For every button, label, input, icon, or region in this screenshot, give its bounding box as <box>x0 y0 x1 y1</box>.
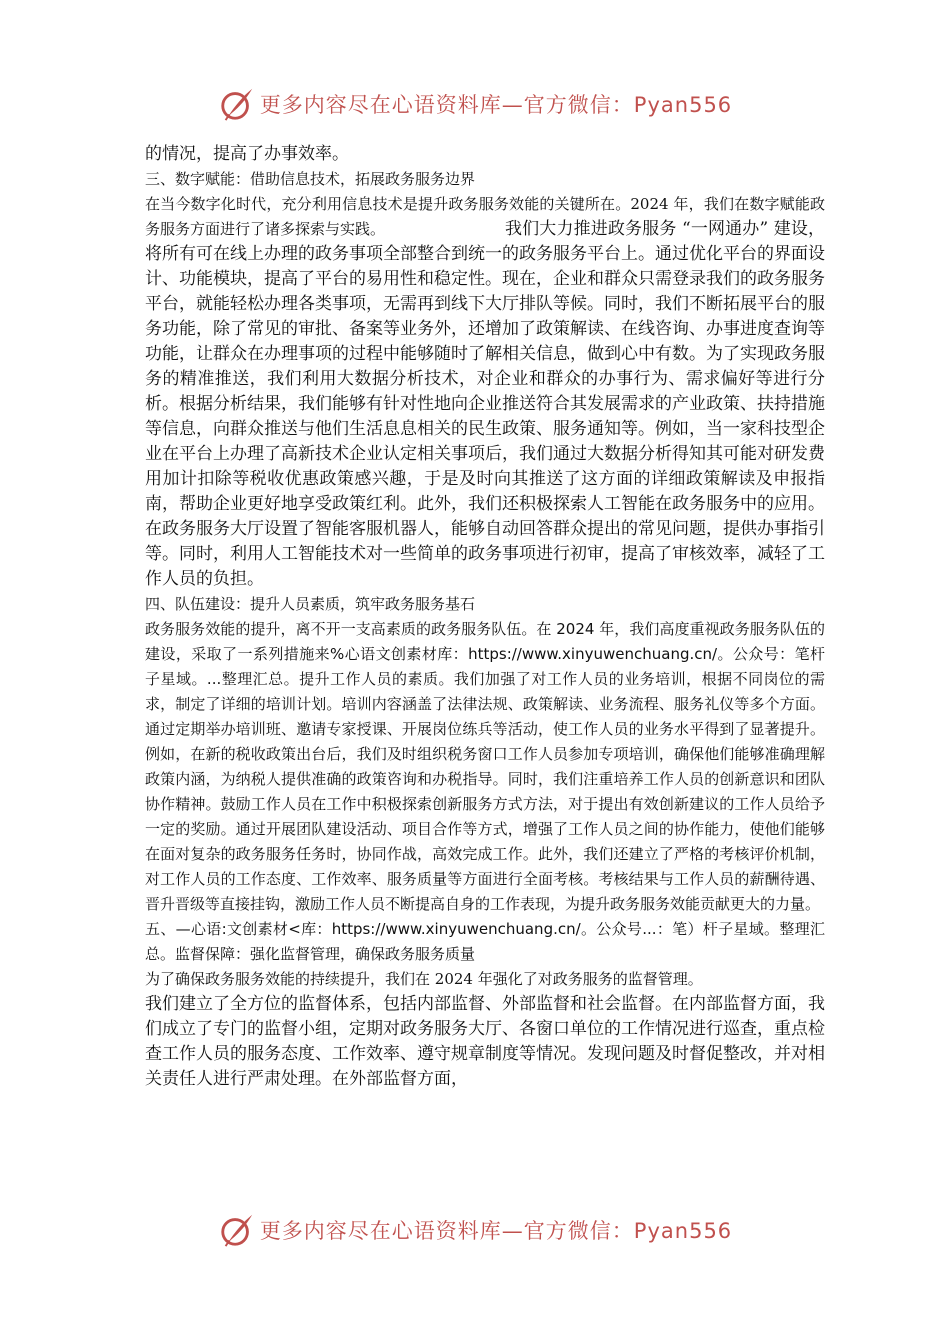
quill-logo-icon <box>218 1211 256 1249</box>
section-heading-5: 五、—心语:文创素材<库：https://www.xinyuwenchuang.cn/。公众号...：笔）杆子星域。整理汇总。监督保障：强化监督管理，确保政务服务质量 <box>145 920 825 963</box>
footer-banner-text: 更多内容尽在心语资料库—官方微信：Pyan556 <box>259 1219 733 1243</box>
paragraph-supervision-body: 我们建立了全方位的监督体系，包括内部监督、外部监督和社会监督。在内部监督方面，我们成立了专门的监督小组，定期对政务服务大厅、各窗口单位的工作情况进行巡查，重点检查工作人员的服务态度、工作效率、遵守规章制度等情况。发现问题及时督促整改，并对相关责任人进行严肃处理。在外部监督方面， <box>145 994 825 1089</box>
paragraph-supervision-intro: 为了确保政务服务效能的持续提升，我们在 2024 年强化了对政务服务的监督管理。 <box>145 970 703 988</box>
quill-logo-icon <box>218 85 256 123</box>
header-banner <box>0 84 950 124</box>
paragraph-digital-body: 我们大力推进政务服务 “一网通办” 建设，将所有可在线上办理的政务事项全部整合到统一的政务服务平台上。通过优化平台的界面设计、功能模块，提高了平台的易用性和稳定性。现在，企业和群众只需登录我们的政务服务平台，就能轻松办理各类事项，无需再到线下大厅排队等候。同时，我们不断拓展平台的服务功能，除了常见的审批、备案等业务外，还增加了政策解读、在线咨询、办事进度查询等功能，让群众在办理事项的过程中能够随时了解相关信息，做到心中有数。为了实现政务服务的精准推送，我们利用大数据分析技术，对企业和群众的办事行为、需求偏好等进行分析。根据分析结果，我们能够有针对性地向企业推送符合其发展需求的产业政策、扶持措施等信息，向群众推送与他们生活息息相关的民生政策、服务通知等。例如，当一家科技型企业在平台上办理了高新技术企业认定相关事项后，我们通过大数据分析得知其可能对研发费用加计扣除等税收优惠政策感兴趣，于是及时向其推送了这方面的详细政策解读及申报指南，帮助企业更好地享受政策红利。此外，我们还积极探索人工智能在政务服务中的应用。在政务服务大厅设置了智能客服机器人，能够自动回答群众提出的常见问题，提供办事指引等。同时，利用人工智能技术对一些简单的政务事项进行初审，提高了审核效率，减轻了工作人员的负担。 <box>145 219 825 589</box>
document-body <box>145 142 825 1092</box>
section-heading-4: 四、队伍建设：提升人员素质，筑牢政务服务基石 <box>145 595 476 613</box>
header-banner-text: 更多内容尽在心语资料库—官方微信：Pyan556 <box>259 93 733 117</box>
footer-banner <box>0 1210 950 1250</box>
paragraph-continuation: 的情况，提高了办事效率。 <box>145 144 349 164</box>
paragraph-team-building: 政务服务效能的提升，离不开一支高素质的政务服务队伍。在 2024 年，我们高度重视政务服务队伍的建设，采取了一系列措施来%心语文创素材库：https://www.xinyuwenchuang.cn/。公众号：笔杆子星域。...整理汇总。提升工作人员的素质。我们加强了对工作人员的业务培训，根据不同岗位的需求，制定了详细的培训计划。培训内容涵盖了法律法规、政策解读、业务流程、服务礼仪等多个方面。通过定期举办培训班、邀请专家授课、开展岗位练兵等活动，使工作人员的业务水平得到了显著提升。例如，在新的税收政策出台后，我们及时组织税务窗口工作人员参加专项培训，确保他们能够准确理解政策内涵，为纳税人提供准确的政策咨询和办税指导。同时，我们注重培养工作人员的创新意识和团队协作精神。鼓励工作人员在工作中积极探索创新服务方式方法，对于提出有效创新建议的工作人员给予一定的奖励。通过开展团队建设活动、项目合作等方式，增强了工作人员之间的协作能力，使他们能够在面对复杂的政务服务任务时，协同作战，高效完成工作。此外，我们还建立了严格的考核评价机制，对工作人员的工作态度、工作效率、服务质量等方面进行全面考核。考核结果与工作人员的薪酬待遇、晋升晋级等直接挂钩，激励工作人员不断提高自身的工作表现，为提升政务服务效能贡献更大的力量。 <box>145 620 825 913</box>
paragraph-digital-intro: 在当今数字化时代，充分利用信息技术是提升政务服务效能的关键所在。2024 年，我们在数字赋能政务服务方面进行了诸多探索与实践。 <box>145 195 825 238</box>
section-heading-3: 三、数字赋能：借助信息技术，拓展政务服务边界 <box>145 170 476 188</box>
